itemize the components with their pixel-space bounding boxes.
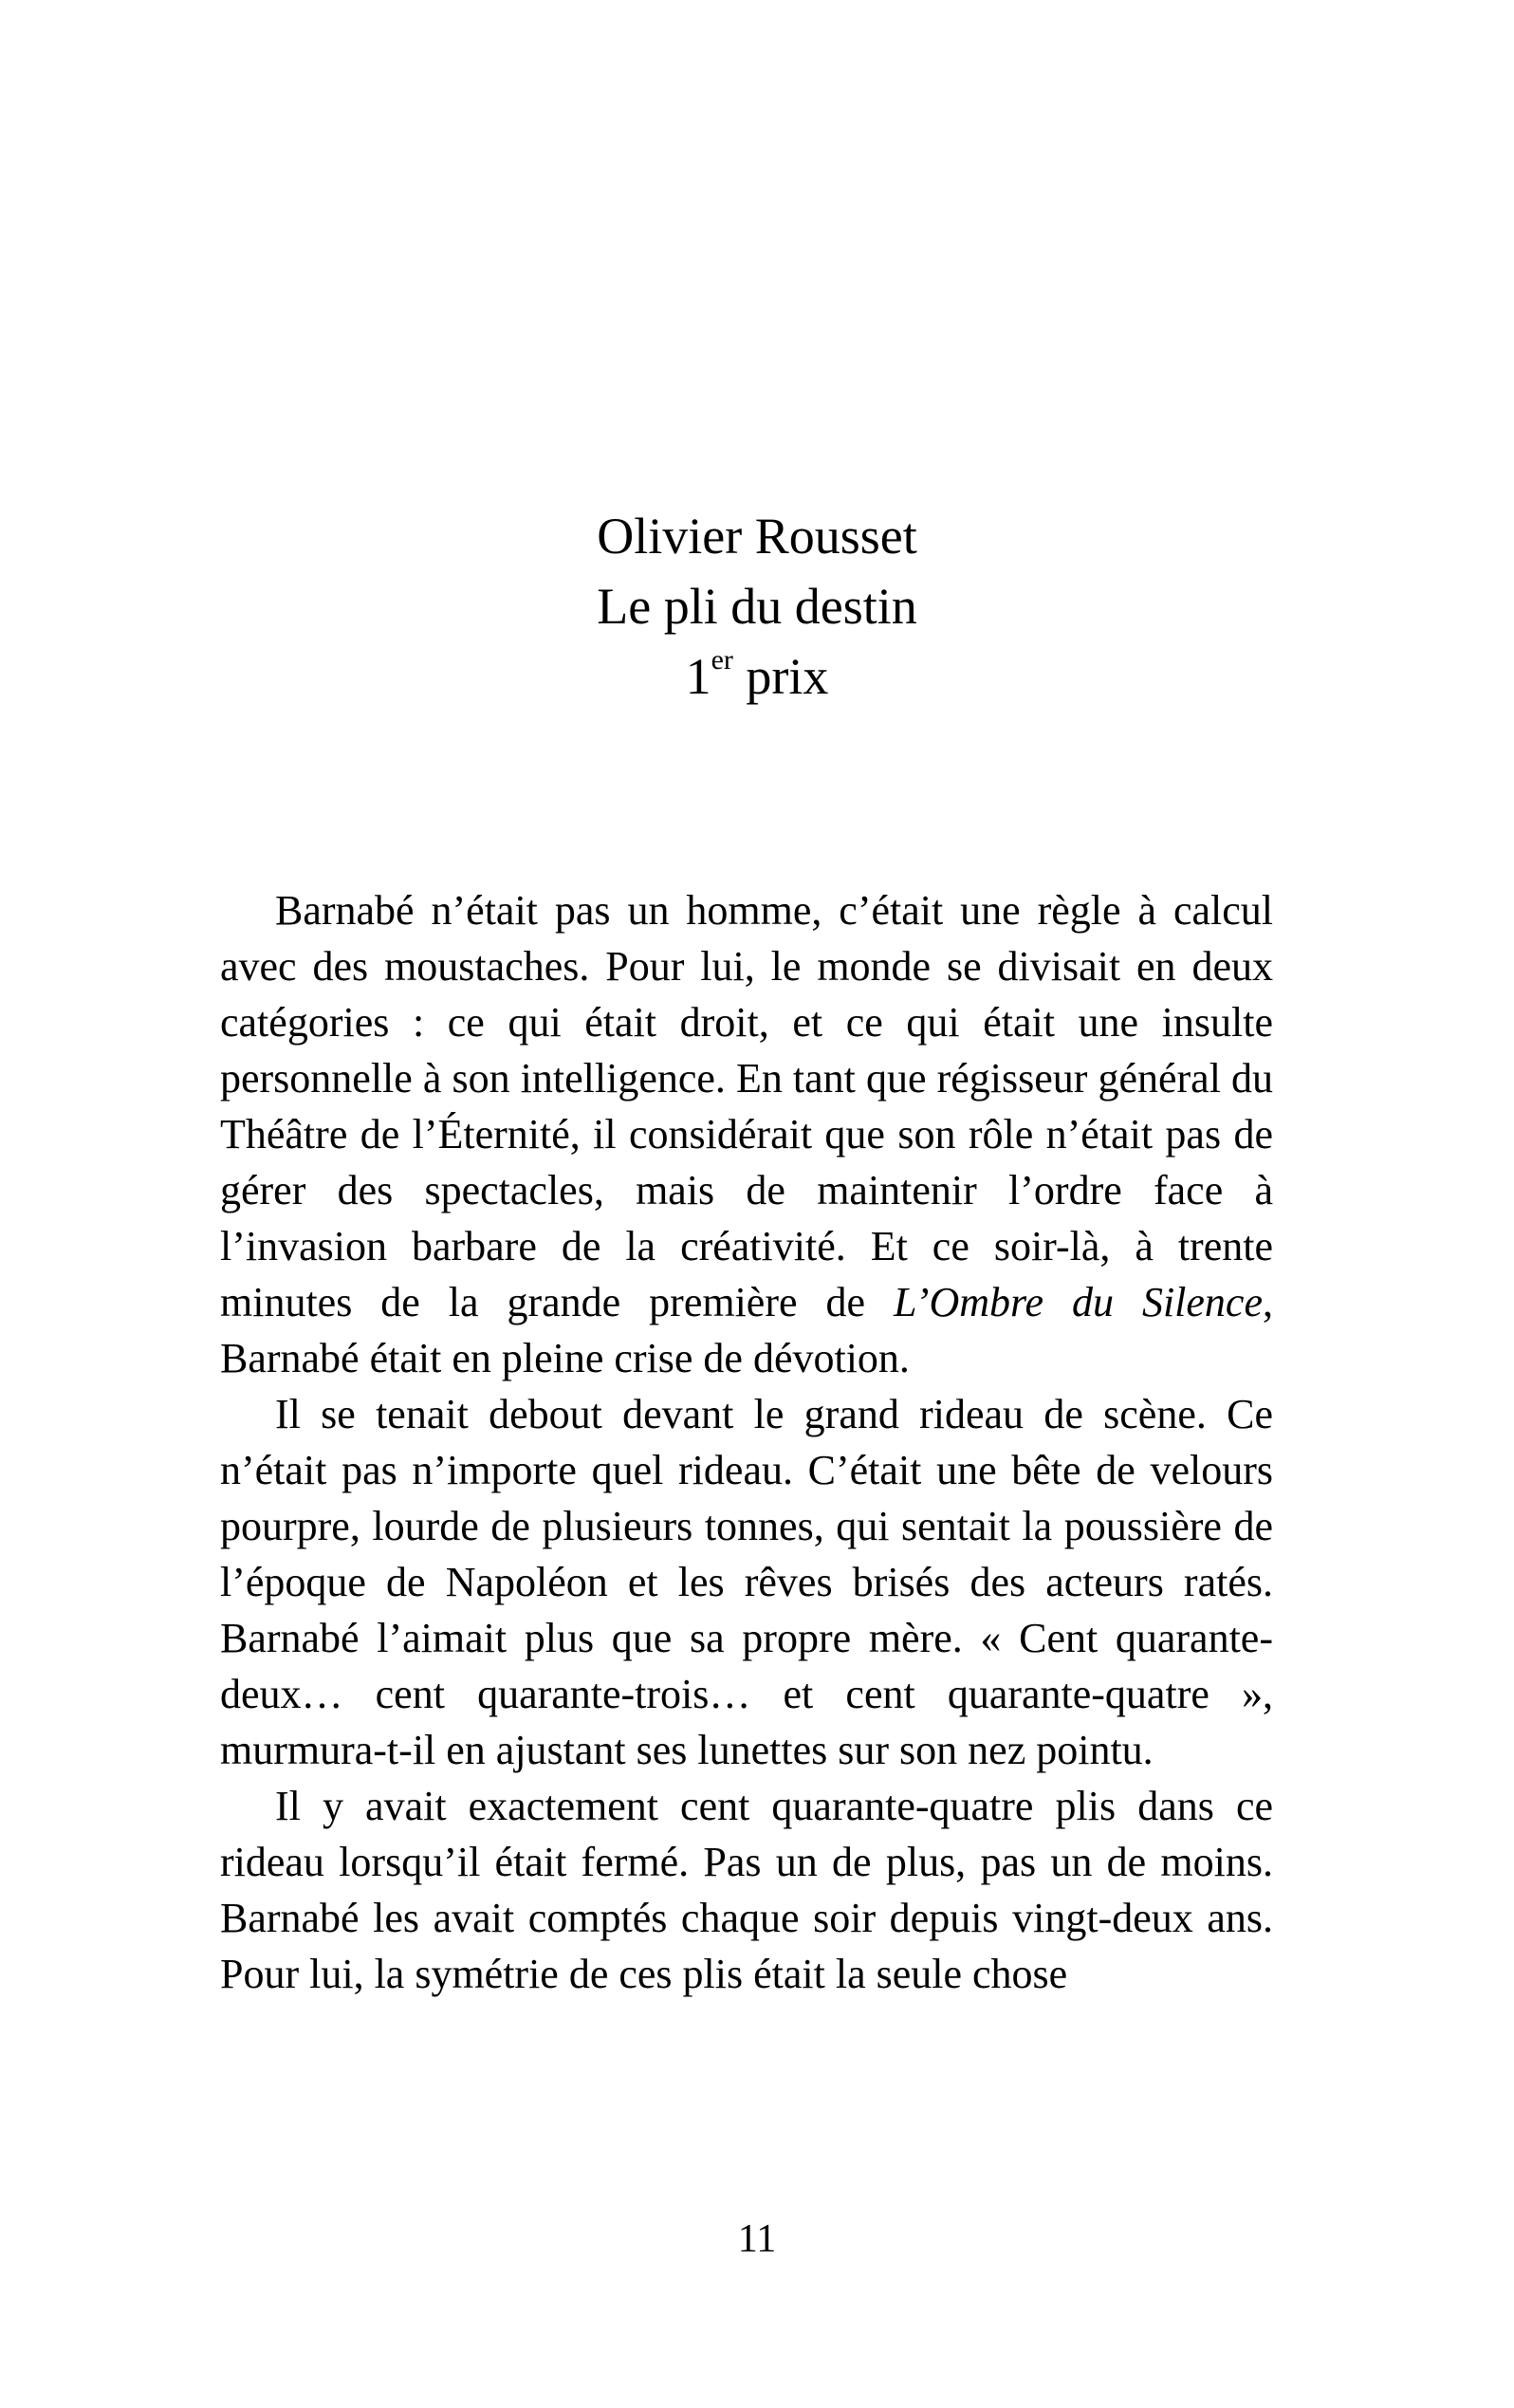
paragraph-1-start: Barnabé n’était pas un homme, c’était une règle à calcul avec des moustaches. Pour lui, le monde se divisait en deux catégories : ce qui était droit, et ce qui était une insulte personnelle à son intelligence. En tant que régisseur général du Théâtre de l’Éternité, il considérait que son rôle n’était pas de gérer des spectacles, mais de maintenir l’ordre face à l’invasion barbare de la créativité. Et ce soir-là, à trente minutes de la grande première de (220, 887, 1273, 1325)
award-line (0, 641, 1514, 712)
paragraph-1-end: , Barnabé était en pleine crise de dévotion. (220, 1279, 1273, 1381)
paragraph-3: Il y avait exactement cent quarante-quatre plis dans ce rideau lorsqu’il était fermé. Pas un de plus, pas un de moins. Barnabé les avait comptés chaque soir depuis vingt-deux ans. Pour lui, la symétrie de ces plis était la seule chose (220, 1783, 1273, 1997)
award-word: prix (746, 648, 829, 705)
page-number: 11 (737, 2217, 777, 2261)
paragraph-1 (220, 882, 1273, 1386)
author-name: Olivier Rousset (597, 508, 917, 565)
award-suffix: er (711, 644, 733, 676)
award-number: 1 (685, 648, 711, 705)
paragraph-2: Il se tenait debout devant le grand rideau de scène. Ce n’était pas n’importe quel rideau. C’était une bête de velours pourpre, lourde de plusieurs tonnes, qui sentait la poussière de l’époque de Napoléon et les rêves brisés des acteurs ratés. Barnabé l’aimait plus que sa propre mère. « Cent quarante-deux… cent quarante-trois… et cent quarante-quatre », murmura-t-il en ajustant ses lunettes sur son nez pointu. (220, 1391, 1273, 1773)
story-body (220, 882, 1273, 2002)
play-title: L’Ombre du Silence (893, 1279, 1263, 1325)
story-heading (0, 501, 1514, 712)
story-title: Le pli du destin (597, 578, 917, 635)
